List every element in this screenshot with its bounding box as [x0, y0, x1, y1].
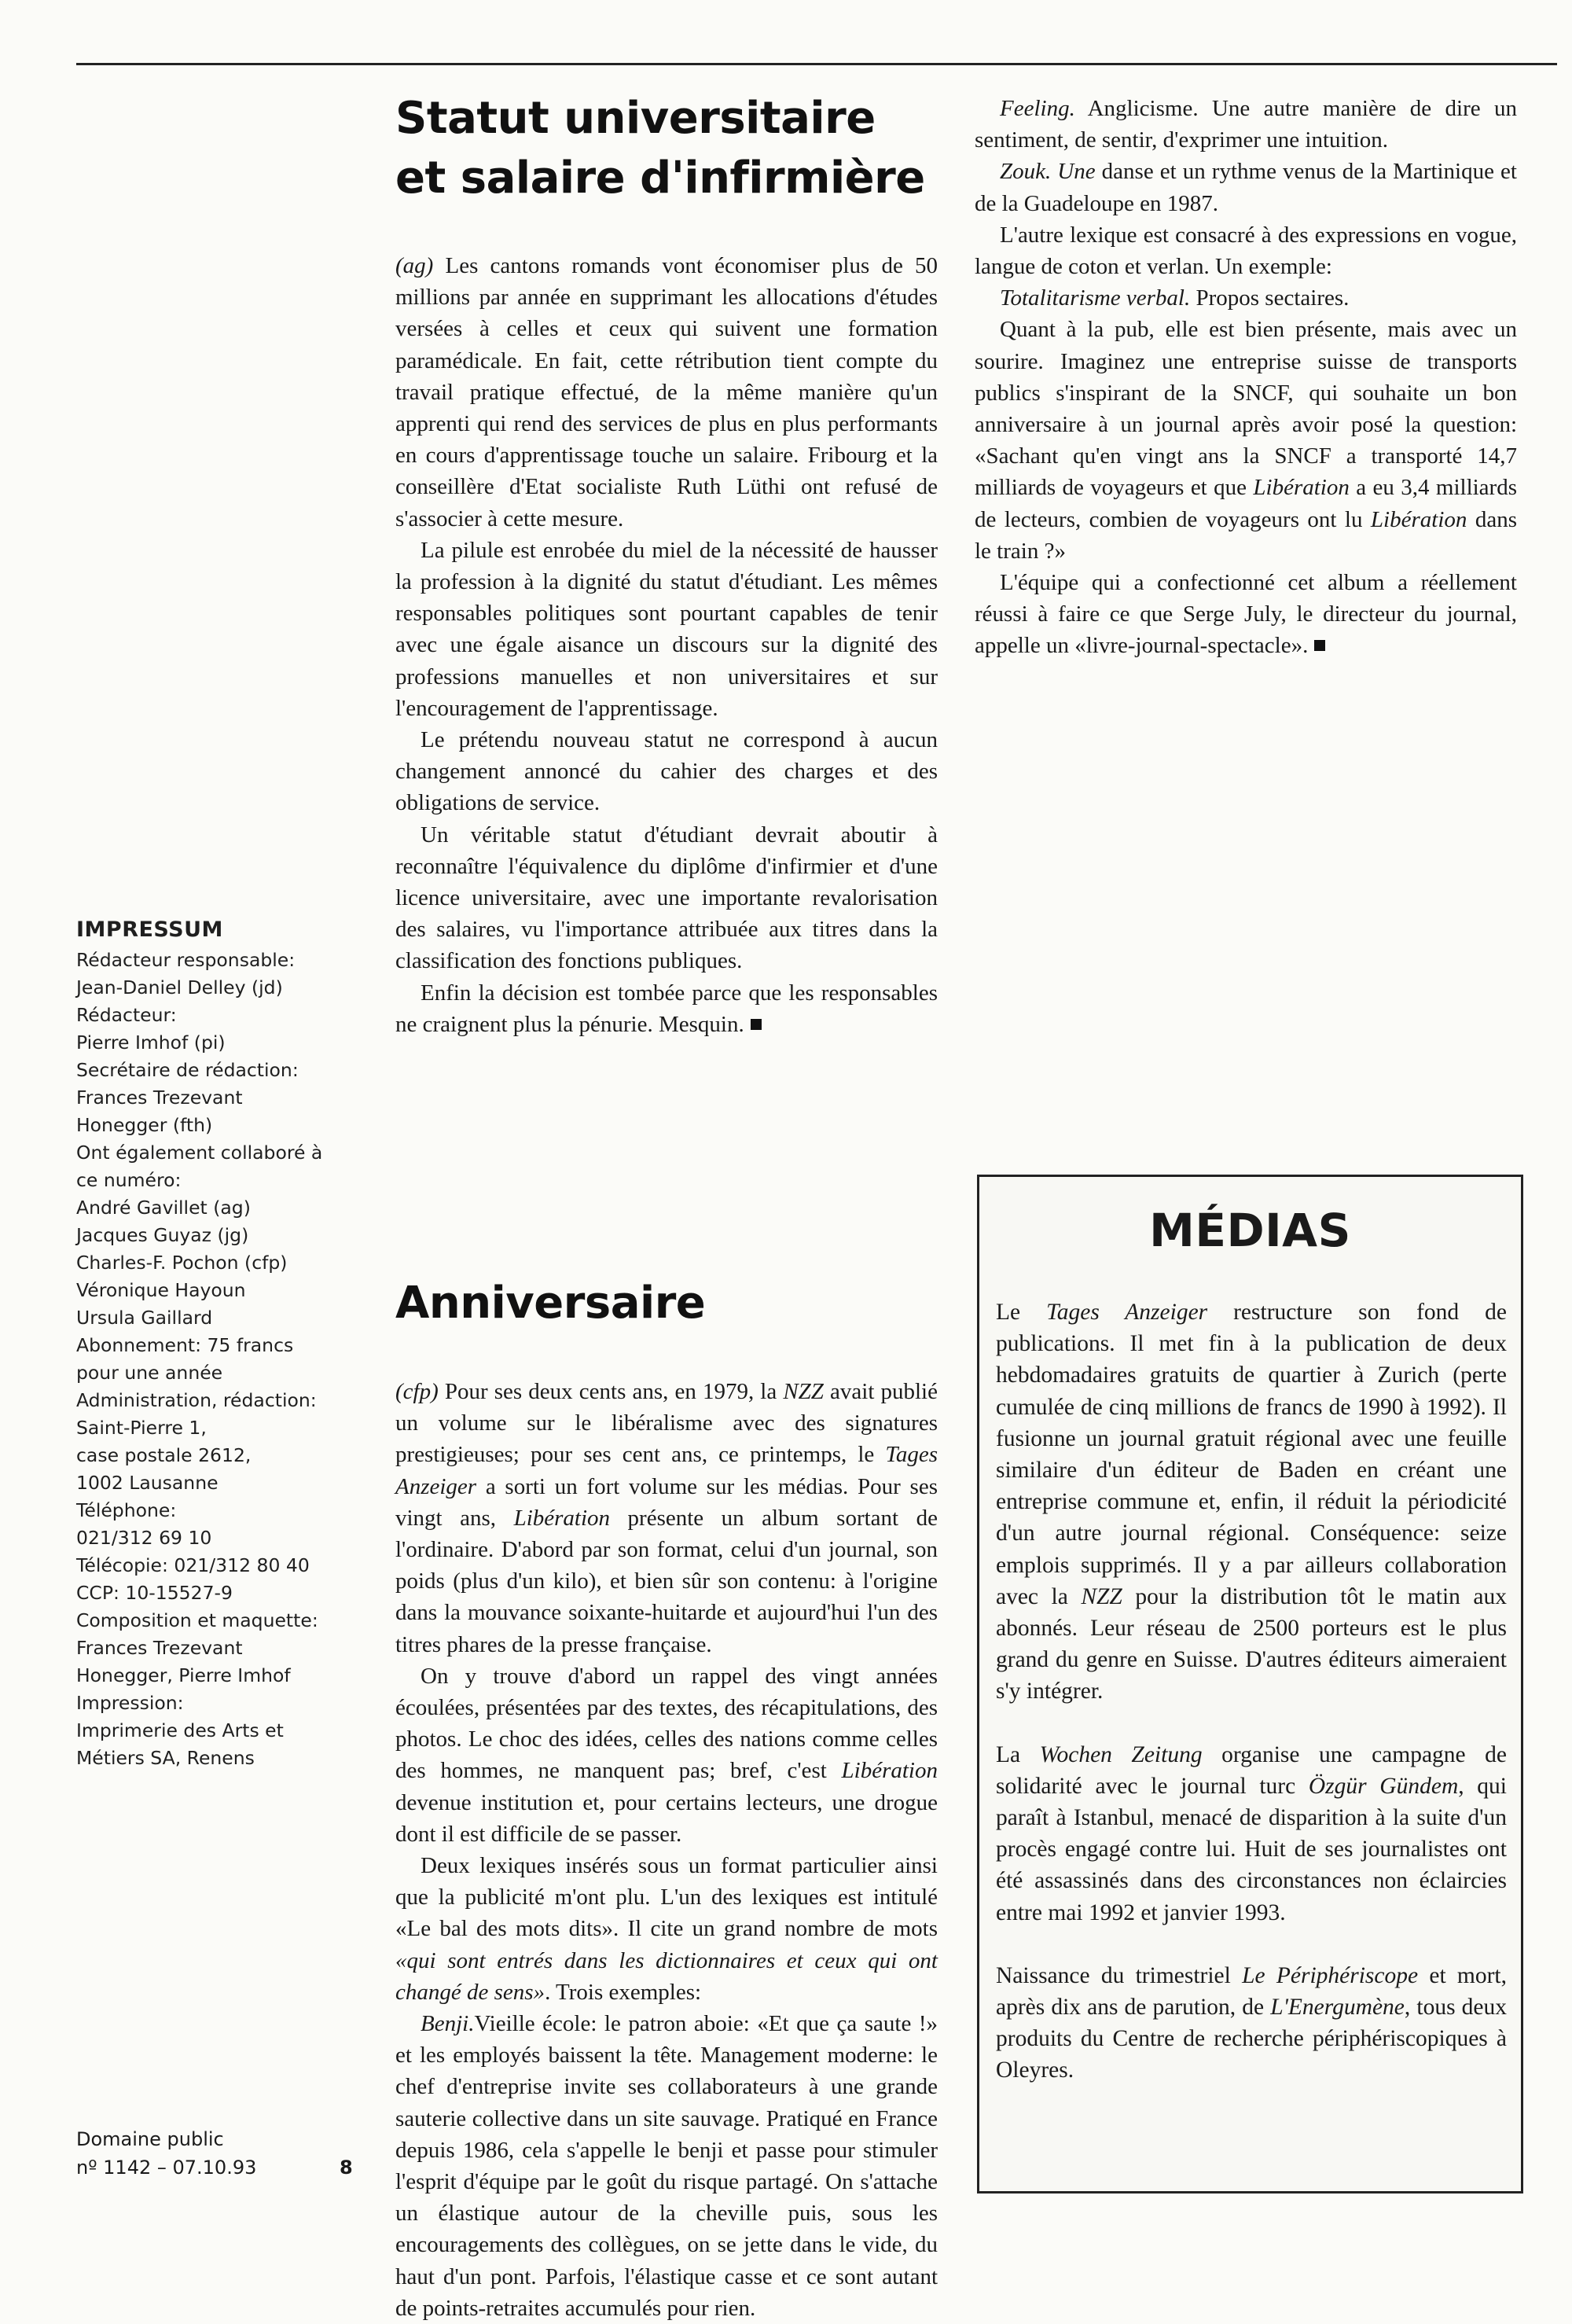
text: Wochen Zeitung: [1039, 1741, 1203, 1767]
text: Pour ses deux cents ans, en 1979, la: [438, 1379, 784, 1404]
impressum-line: CCP: 10-15527-9: [76, 1582, 233, 1604]
paragraph: Un véritable statut d'étudiant devrait aboutir à reconnaître l'équivalence du diplôme d'infirmier et d'une licence universitaire, avec une importante revalorisation des salaires, vu l'importance attribuée aux titres dans la classification des fonctions publiques.: [395, 822, 938, 974]
end-mark-icon: [751, 1019, 762, 1030]
impressum-line: Frances Trezevant: [76, 1087, 243, 1109]
text: NZZ: [1081, 1583, 1122, 1609]
publication-name: Domaine public: [76, 2128, 224, 2150]
medias-box: [977, 1175, 1523, 2193]
lexicon-term: Benji.: [421, 2011, 475, 2037]
author-tag: (ag): [395, 253, 434, 278]
impressum-title: IMPRESSUM: [76, 917, 223, 942]
text: , tous deux produits du Centre de recherche périphériscopiques à Oleyres.: [996, 1995, 1507, 2083]
impressum-line: ce numéro:: [76, 1169, 182, 1191]
text: présente un album sortant de l'ordinaire. D'abord par son format, celui d'un journal, son poids (plus d'un kilo), et bien sûr son contenu: à l'origine dans la mouvance soixante-huitarde et aujourd'hui l'un des titres phares de la presse française.: [395, 1505, 938, 1657]
impressum-line: Secrétaire de rédaction:: [76, 1059, 299, 1081]
top-rule: [76, 63, 1557, 65]
paragraph: [975, 314, 1517, 567]
impressum-line: Charles-F. Pochon (cfp): [76, 1252, 288, 1274]
impressum-line: Administration, rédaction:: [76, 1389, 317, 1411]
paragraph: L'autre lexique est consacré à des expressions en vogue, langue de coton et verlan. Un exemple:: [975, 222, 1517, 280]
text: danse et un rythme venus de la Martinique et de la Guadeloupe en 1987.: [975, 159, 1517, 216]
text: Libération: [1253, 475, 1350, 501]
article-anniversaire-continued: [975, 93, 1517, 662]
text: Vieille école: le patron aboie: «Et que ça saute !» et les employés baissent la tête. Management moderne: le chef d'entreprise invite ses collaborateurs à une grande sauterie collective dans un site sauvage. Pratiqué en France depuis 1986, cela s'appelle le benji et passe pour stimuler l'esprit d'équipe par le goût du risque partagé. On s'attache un élastique autour de la cheville puis, sous les encouragements des collègues, on se jette dans le vide, du haut d'un pont. Parfois, l'élastique casse et ce sont autant de points-retraites accumulés pour rien.: [395, 2011, 938, 2321]
impressum-line: Rédacteur responsable:: [76, 949, 296, 971]
impressum-line: Honegger (fth): [76, 1114, 213, 1136]
text: Le Périphériscope: [1242, 1962, 1419, 1988]
paragraph: [395, 2008, 938, 2324]
paragraph: [395, 1850, 938, 2008]
impressum-line: Impression:: [76, 1692, 184, 1714]
impressum-line: Véronique Hayoun: [76, 1279, 246, 1301]
text: restructure son fond de publications. Il met fin à la publication de deux hebdomadaires gratuits de quartier à Zurich (perte cumulée de cinq millions de francs de 1990 à 1992). Il fusionne un journal gratuit régional avec une feuille similaire d'un éditeur de Baden en créant une entreprise commune et, enfin, il réduit la périodicité d'un autre journal régional. Conséquence: seize emplois supprimés. Il y a par ailleurs collaboration avec la: [996, 1300, 1507, 1609]
impressum-line: Ursula Gaillard: [76, 1307, 213, 1329]
text: Naissance du trimestriel: [996, 1962, 1243, 1988]
text: . Trois exemples:: [545, 1979, 702, 2005]
text: Özgür Gündem: [1308, 1773, 1459, 1799]
lexicon-term: Zouk. Une: [1000, 159, 1096, 185]
impressum-lines: [76, 947, 367, 1772]
impressum-line: Jean-Daniel Delley (jd): [76, 976, 283, 998]
text: dans le train ?»: [975, 506, 1517, 564]
medias-body: [996, 1296, 1507, 2118]
text: pour la distribution tôt le matin aux abonnés. Leur réseau de 2500 porteurs est le plus grand du genre en Suisse. D'autres éditeurs aimeraient s'y intégrer.: [996, 1583, 1507, 1704]
impressum-line: pour une année: [76, 1362, 223, 1384]
text: a eu 3,4 milliards de lecteurs, combien de voyageurs ont lu: [975, 475, 1517, 532]
lexicon-term: Totalitarisme verbal.: [1000, 285, 1191, 311]
page-number: 8: [340, 2157, 353, 2179]
lexicon-term: Feeling.: [1000, 96, 1075, 121]
text: Le: [996, 1300, 1047, 1325]
text: NZZ: [783, 1379, 824, 1404]
impressum-line: Jacques Guyaz (jg): [76, 1224, 249, 1246]
paragraph: [975, 282, 1517, 314]
text: et mort, après dix ans de parution, de: [996, 1962, 1507, 2021]
text: Enfin la décision est tombée parce que les responsables ne craignent plus la pénurie. Mesquin.: [395, 980, 938, 1037]
text: Libération: [513, 1505, 611, 1531]
title-line-1: Statut universitaire: [395, 93, 876, 144]
text: Anglicisme. Une autre manière de dire un sentiment, de sentir, d'exprimer une intuition.: [975, 96, 1517, 153]
paragraph: La pilule est enrobée du miel de la nécessité de hausser la profession à la dignité du statut d'étudiant. Les mêmes responsables politiques sont pourtant capables de tenir avec une égale aisance un discours sur la dignité des professions manuelles et non universitaires et sur l'encouragement de l'apprentissage.: [395, 537, 938, 721]
text: Tages Anzeiger: [395, 1442, 938, 1499]
impressum-line: Pierre Imhof (pi): [76, 1031, 226, 1054]
impressum-line: 021/312 69 10: [76, 1527, 212, 1549]
paragraph: [395, 250, 938, 535]
text: a sorti un fort volume sur les médias. Pour ses vingt ans,: [395, 1473, 938, 1531]
impressum-line: Rédacteur:: [76, 1004, 177, 1026]
paragraph: [975, 93, 1517, 156]
issue-info: nº 1142 – 07.10.93: [76, 2157, 257, 2179]
article-statut-body: [395, 250, 938, 1040]
text: devenue institution et, pour certains lecteurs, une drogue dont il est difficile de se passer.: [395, 1789, 938, 1847]
impressum-line: Imprimerie des Arts et: [76, 1719, 284, 1741]
impressum-line: Abonnement: 75 francs: [76, 1334, 294, 1356]
text: Tages Anzeiger: [1046, 1300, 1208, 1325]
text: La: [996, 1741, 1040, 1767]
text: L'Energumène: [1270, 1995, 1405, 2021]
impressum-line: Télécopie: 021/312 80 40: [76, 1554, 310, 1576]
impressum-line: 1002 Lausanne: [76, 1472, 219, 1494]
author-tag: (cfp): [395, 1379, 439, 1404]
impressum-line: Frances Trezevant: [76, 1637, 243, 1659]
paragraph: [395, 1376, 938, 1660]
text: L'équipe qui a confectionné cet album a réellement réussi à faire ce que Serge July, le directeur du journal, appelle un «livre-journal-spectacle».: [975, 570, 1517, 659]
impressum-line: Ont également collaboré à: [76, 1142, 323, 1164]
paragraph: [975, 156, 1517, 219]
text: Propos sectaires.: [1190, 285, 1350, 311]
text: On y trouve d'abord un rappel des vingt années écoulées, présentées par des textes, des récapitulations, des photos. Le choc des idées, celles des nations comme celles des hommes, ne manquent pas; bref, c'est: [395, 1663, 938, 1784]
impressum-line: Téléphone:: [76, 1499, 177, 1521]
page-footer: [76, 2125, 375, 2182]
medias-item: [996, 1960, 1507, 2087]
text: Quant à la pub, elle est bien présente, mais avec un sourire. Imaginez une entreprise suisse de transports publics s'inspirant de la SNCF, qui souhaite un bon anniversaire à un journal après avoir posé la question: «Sachant qu'en vingt ans la SNCF a transporté 14,7 milliards de voyageurs et que: [975, 317, 1517, 501]
end-mark-icon: [1314, 640, 1325, 651]
impressum-line: Métiers SA, Renens: [76, 1747, 255, 1769]
article-title-anniversaire: Anniversaire: [395, 1278, 706, 1329]
article-anniversaire-body: [395, 1376, 938, 2324]
article-title-statut: [395, 89, 946, 208]
impressum-line: Honegger, Pierre Imhof: [76, 1664, 291, 1686]
medias-title: MÉDIAS: [1149, 1204, 1351, 1257]
impressum-line: Saint-Pierre 1,: [76, 1417, 207, 1439]
text: organise une campagne de solidarité avec le journal turc: [996, 1741, 1507, 1799]
medias-item: [996, 1739, 1507, 1929]
title-line-2: et salaire d'infirmière: [395, 153, 925, 204]
paragraph: [395, 977, 938, 1040]
text: Les cantons romands vont économiser plus de 50 millions par année en supprimant les allocations d'études versées à celles et ceux qui suivent une formation paramédicale. En fait, cette rétribution tient compte du travail pratique effectué, de la même manière qu'un apprenti qui rend des services de plus en plus performants en cours d'apprentissage touche un salaire. Fribourg et la conseillère d'Etat socialiste Ruth Lüthi ont refusé de s'associer à cette mesure.: [395, 253, 938, 531]
paragraph: [975, 567, 1517, 662]
impressum-line: André Gavillet (ag): [76, 1197, 251, 1219]
text: , qui paraît à Istanbul, menacé de disparition à la suite d'un procès engagé contre lui. Huit de ses journalistes ont été assassinés dans des circonstances non éclaircies entre mai 1992 et janvier 1993.: [996, 1773, 1507, 1925]
impressum: [76, 916, 367, 1772]
paragraph: Le prétendu nouveau statut ne correspond à aucun changement annoncé du cahier des charges et des obligations de service.: [395, 727, 938, 816]
impressum-line: case postale 2612,: [76, 1444, 252, 1466]
text: Libération: [1370, 506, 1467, 532]
medias-item: [996, 1296, 1507, 1708]
text: Deux lexiques insérés sous un format particulier ainsi que la publicité m'ont plu. L'un des lexiques est intitulé «Le bal des mots dits». Il cite un grand nombre de mots: [395, 1853, 938, 1942]
text: Libération: [841, 1758, 938, 1784]
impressum-line: Composition et maquette:: [76, 1609, 318, 1631]
text: avait publié un volume sur le libéralisme avec des signatures prestigieuses; pour ses cent ans, ce printemps, le: [395, 1379, 938, 1468]
paragraph: [395, 1660, 938, 1850]
text: «qui sont entrés dans les dictionnaires et ceux qui ont changé de sens»: [395, 1947, 938, 2005]
